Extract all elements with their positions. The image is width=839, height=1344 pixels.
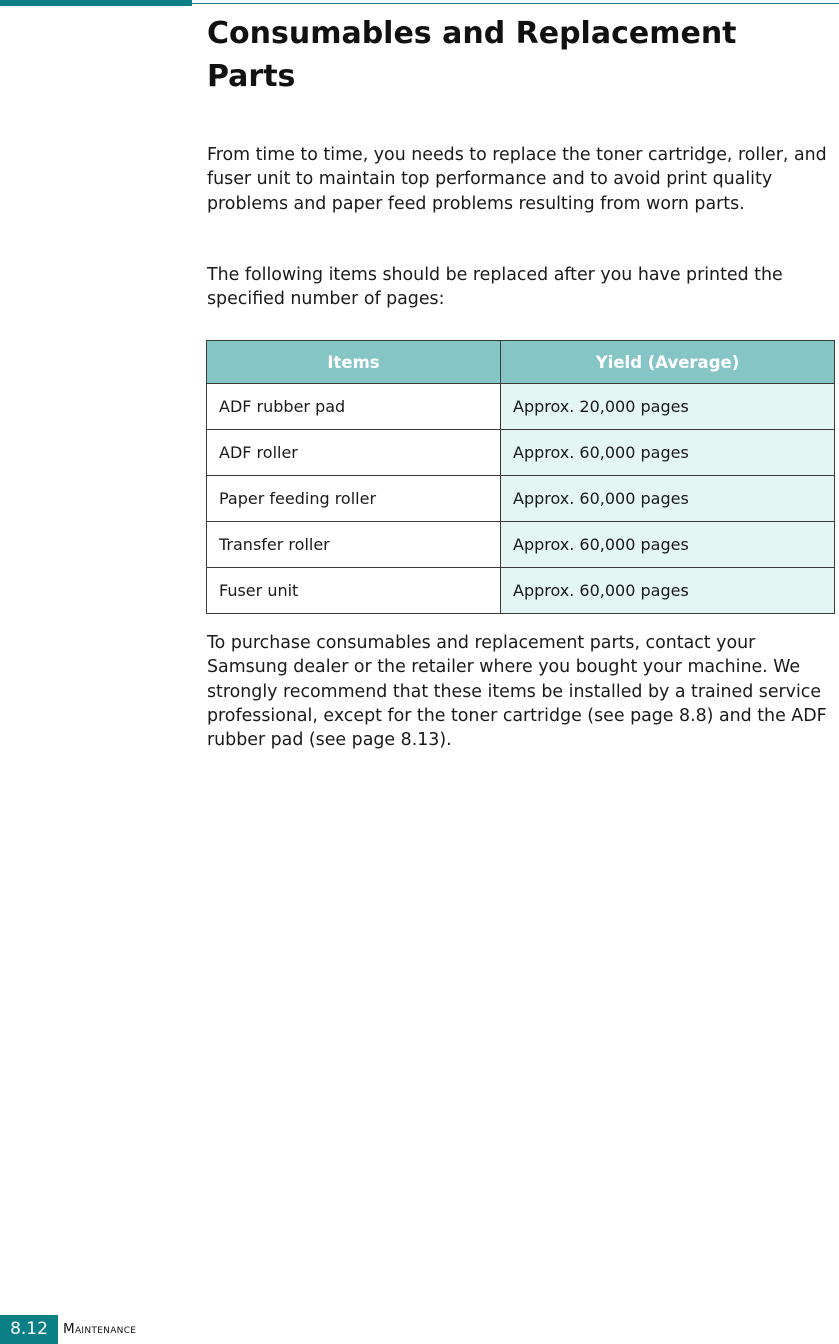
item-cell: ADF roller xyxy=(207,430,501,476)
table-row xyxy=(207,522,835,568)
item-cell: Transfer roller xyxy=(207,522,501,568)
page-number-badge: 8.12 xyxy=(0,1315,58,1344)
item-cell: Paper feeding roller xyxy=(207,476,501,522)
table-row xyxy=(207,568,835,614)
item-cell: Fuser unit xyxy=(207,568,501,614)
table-row xyxy=(207,430,835,476)
top-rule xyxy=(192,3,839,4)
table-row xyxy=(207,384,835,430)
header-items: Items xyxy=(207,341,501,384)
item-cell: ADF rubber pad xyxy=(207,384,501,430)
lead-paragraph: The following items should be replaced after you have printed the specified number of pages: xyxy=(207,265,783,310)
yield-cell: Approx. 20,000 pages xyxy=(501,384,835,430)
consumables-table xyxy=(206,340,835,614)
top-accent-bar xyxy=(0,0,192,6)
page-title: Consumables and Replacement Parts xyxy=(207,16,737,94)
yield-cell: Approx. 60,000 pages xyxy=(501,522,835,568)
intro-paragraph: From time to time, you needs to replace the toner cartridge, roller, and fuser unit to maintain top performance and to avoid print quality problems and paper feed problems resulting from worn parts. xyxy=(207,145,827,214)
table-header-row xyxy=(207,341,835,384)
yield-cell: Approx. 60,000 pages xyxy=(501,430,835,476)
section-label: Maintenance xyxy=(63,1321,137,1337)
closing-paragraph: To purchase consumables and replacement parts, contact your Samsung dealer or the retailer where you bought your machine. We strongly recommend that these items be installed by a trained service professional, except for the toner cartridge (see page 8.8) and the ADF rubber pad (see page 8.13). xyxy=(207,633,827,751)
table-row xyxy=(207,476,835,522)
yield-cell: Approx. 60,000 pages xyxy=(501,476,835,522)
header-yield: Yield (Average) xyxy=(501,341,835,384)
yield-cell: Approx. 60,000 pages xyxy=(501,568,835,614)
